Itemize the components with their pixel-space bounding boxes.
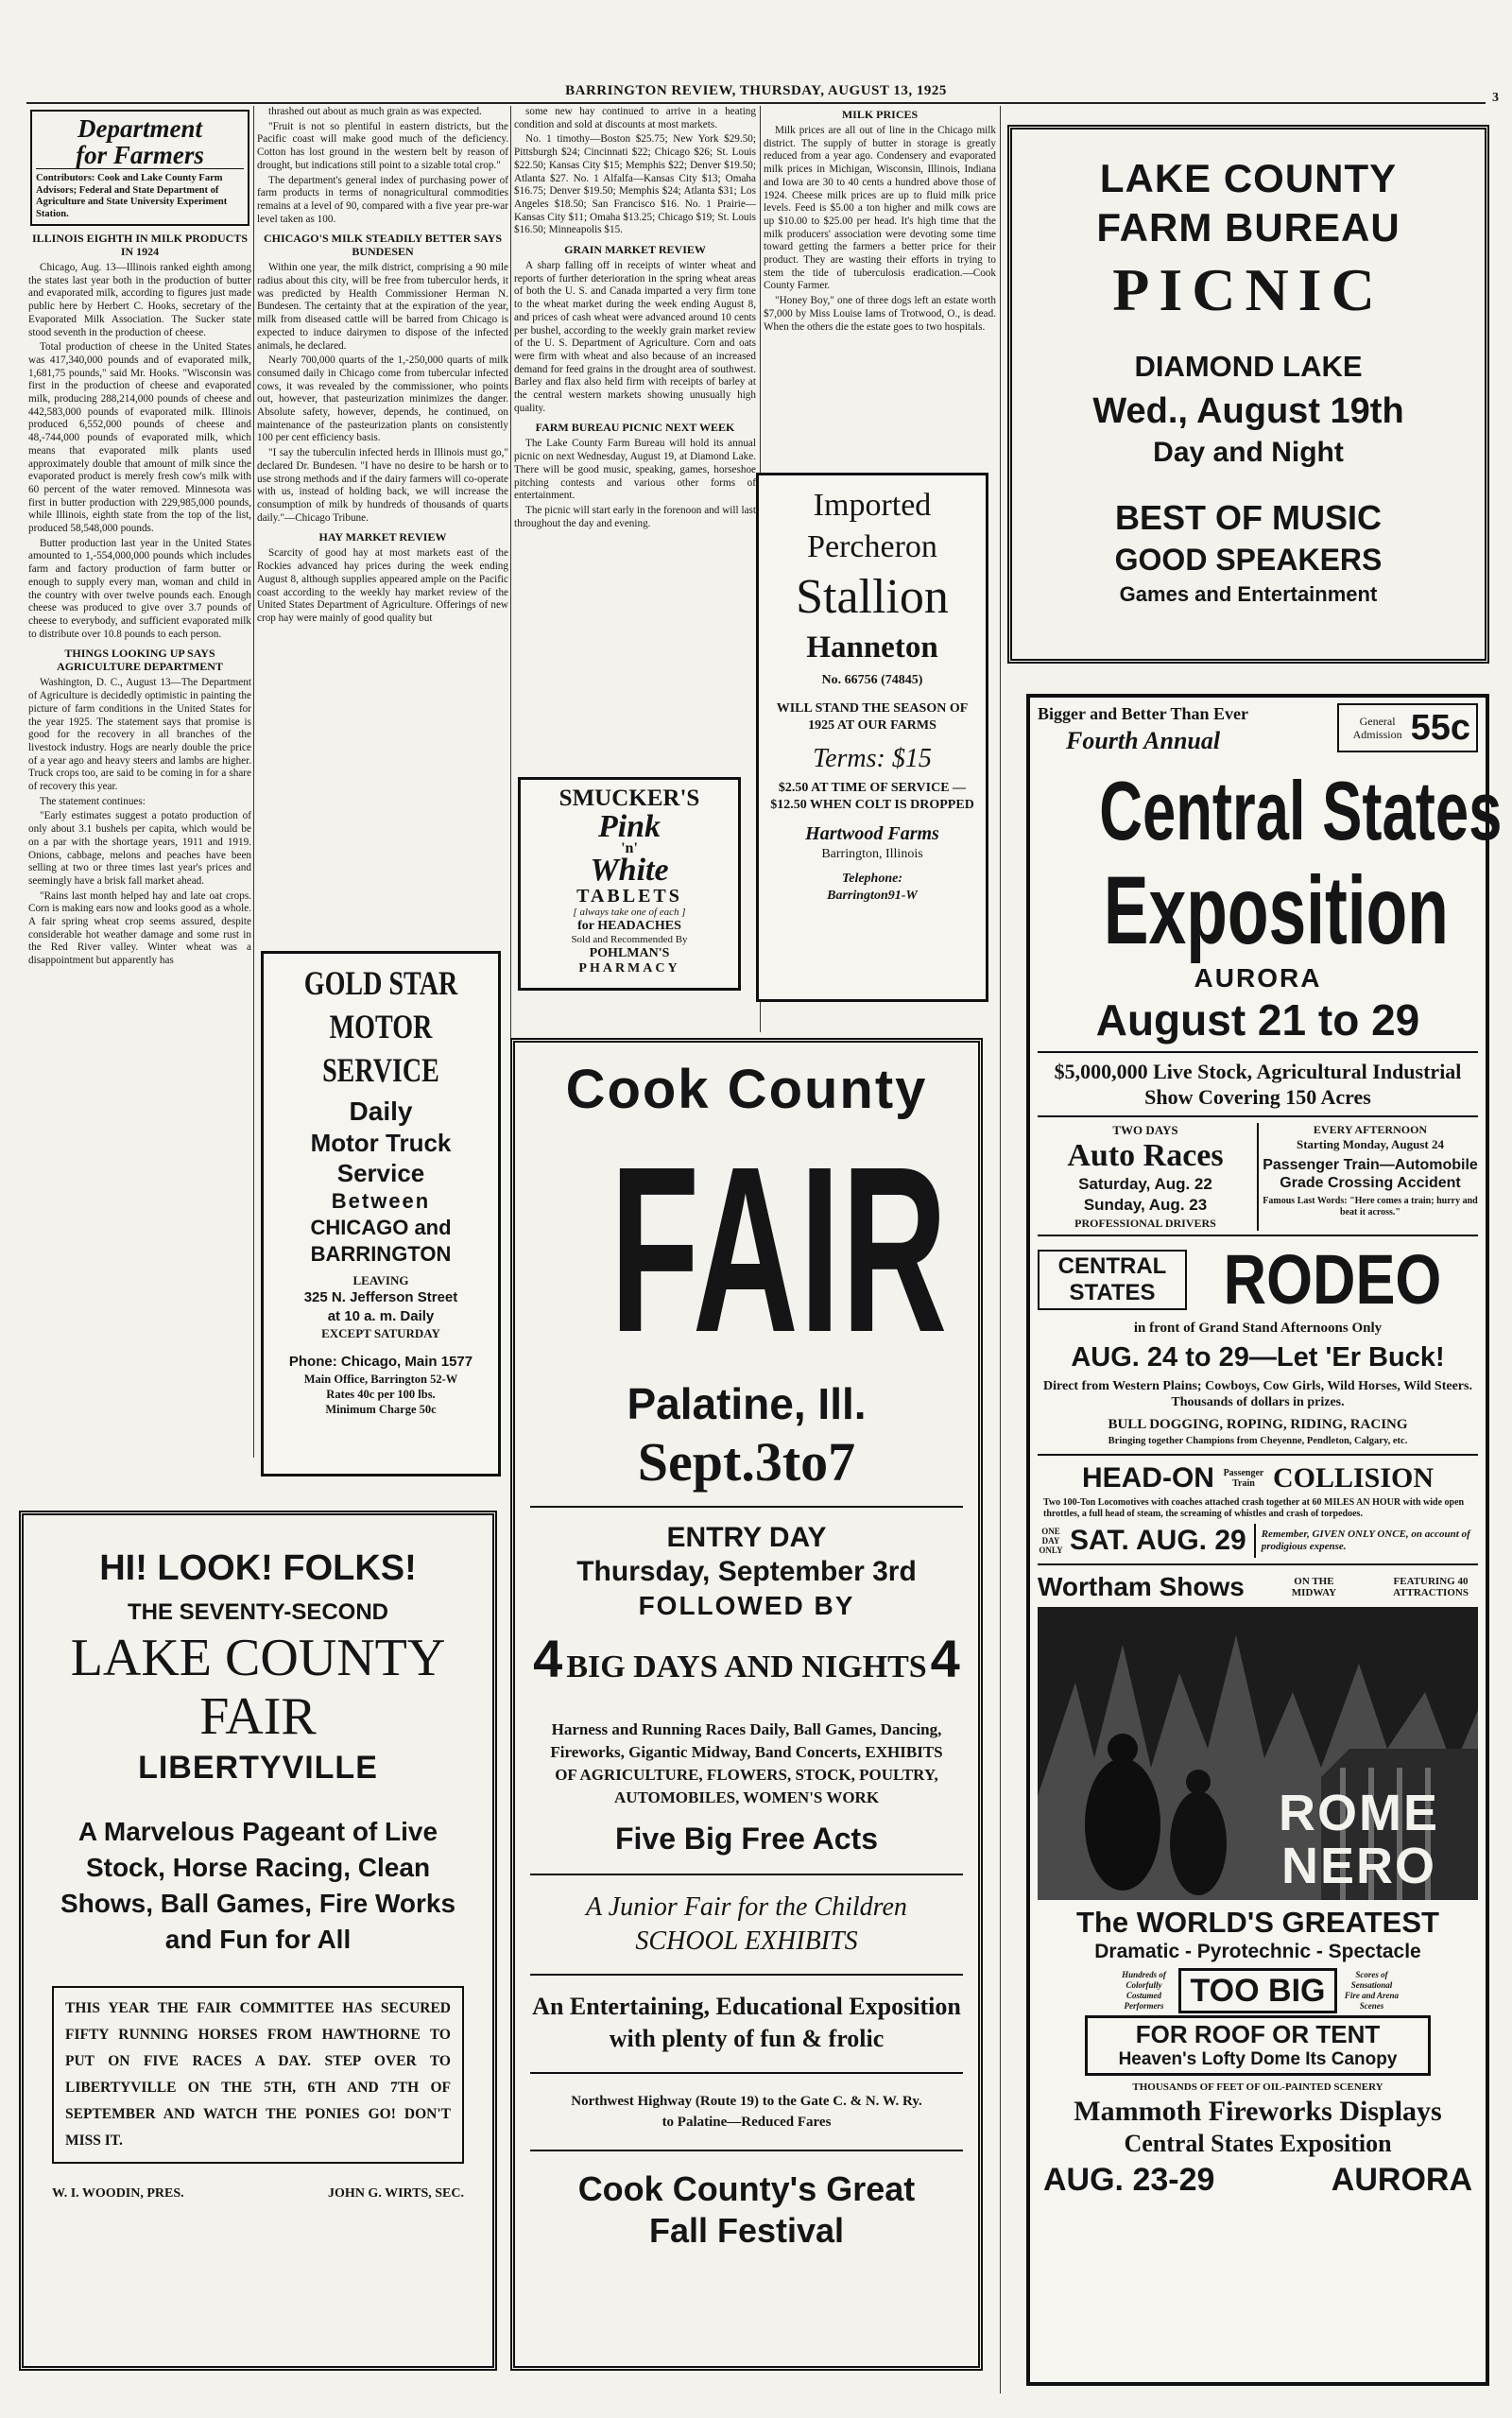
gold-star-rates: Rates 40c per 100 lbs. [326, 1388, 436, 1401]
article-paragraph: Within one year, the milk district, comprising a 90 mile radius about this city, will be free from tuberculor herds, it was predicted by Health Commissioner Herman N. Bundesen. The certainty that at the expiration of the year, milk from diseased cattle will be barred from Chicago is expected to induce dairymen to dispose of the infected animals, he declared. [257, 262, 508, 352]
gold-star-motor-truck: Motor Truck [310, 1129, 452, 1157]
article-paragraph: No. 1 timothy—Boston $25.75; New York $29.50; Pittsburgh $24; Cincinnati $22; Chicago $26; St. Louis $22.50; Kansas City $15; Memphis $22; Denver $19.50; Atlanta $27. No. 1 Alfalfa—Kansas City $13; Omaha $16.75; Denver $19.50; Memphis $24; Atlanta $31; Los Angeles $18.50; San Francisco $16. No. 1 Prairie—Kansas City $11; Omaha $13.25; Chicago $19; St. Louis $16.50; Minneapolis $15. [514, 133, 756, 236]
smuckers-white: White [590, 853, 669, 888]
article-paragraph: The department's general index of purchasing power of farm products in terms of nonagricultural commodities remains at a level of 90, compared with a five year pre-war level taken as 100. [257, 174, 508, 225]
expo-one-day: ONE DAY ONLY [1039, 1527, 1063, 1555]
expo-central-small: Central States Exposition [1124, 2130, 1392, 2157]
article-paragraph: The picnic will start early in the forenoon and will last throughout the day and evening. [514, 504, 756, 529]
percheron-percheron: Percheron [807, 529, 937, 564]
expo-midway: ON THE MIDWAY [1291, 1576, 1337, 1598]
headline-milk-prices: MILK PRICES [841, 108, 919, 121]
percheron-telephone: Telephone: [841, 872, 903, 886]
lake-county-fair-ad [19, 1511, 497, 2371]
expo-given-once: Remember, GIVEN ONLY ONCE, on account of prodigious expense. [1261, 1529, 1470, 1552]
gold-star-ad [261, 951, 501, 1477]
article-paragraph: Nearly 700,000 quarts of the 1,-250,000 quarts of milk consumed daily in Chicago come from tubercular infected cows, it was revealed by the commissioner, who points out, however, that pasteurization minimizes the danger. Absolute safety, however, depends, he continued, on maintenance of the pasteurization plants on consistently 100 per cent efficiency basis. [257, 354, 508, 444]
expo-exposition: Exposition [1103, 856, 1449, 964]
smuckers-ad [518, 777, 741, 991]
figure-head [1186, 1770, 1211, 1794]
picnic-games: Games and Entertainment [1119, 582, 1378, 606]
expo-top-row [1038, 703, 1478, 758]
article-paragraph: Washington, D. C., August 13—The Department of Agriculture is decidedly optimistic in painting the picture of farm conditions in the United States for the year 1925. The statement says that promise is good for the recovery in all branches of the livestock industry. Hogs are nearly double the price of a year ago and heavy steers and lambs are higher. Truck crops too, are said to be coming in for a share of recovery this year. [28, 677, 251, 793]
divider [530, 1974, 963, 1976]
gold-star-office: Main Office, Barrington 52-W [303, 1373, 458, 1386]
gold-star-service: SERVICE [322, 1051, 439, 1089]
smuckers-brand: SMUCKER'S [558, 786, 700, 811]
expo-bottom-row [1043, 2161, 1472, 2199]
expo-auto-races-title: Auto Races [1067, 1138, 1224, 1173]
top-rule [26, 102, 1486, 104]
headline-milk-products: ILLINOIS EIGHTH IN MILK PRODUCTS IN 1924 [31, 232, 249, 258]
cook-fair-big-days [526, 1629, 967, 1700]
expo-too-big: TOO BIG [1190, 1973, 1326, 2009]
percheron-ad [756, 473, 988, 1002]
expo-saturday: Saturday, Aug. 22 [1078, 1175, 1212, 1193]
cook-fair-big-days-text: BIG DAYS AND NIGHTS [566, 1649, 927, 1684]
cook-fair-directions: Northwest Highway (Route 19) to the Gate C. & N. W. Ry. to Palatine—Reduced Fares [571, 2094, 922, 2130]
article-paragraph: Milk prices are all out of line in the Chicago milk district. The supply of butter in storage is greatly reduced from a year ago. Condensery and evaporated milk prices in Michigan, Wisconsin, Illinois, Indiana and Iowa are 30 to 40 cents a hundred above those of 1924. Cheese milk prices are up to fluid milk price levels. Feed is $5.00 a ton higher and milk cows are up $10.00 to $25.00 per head. It's high time that the milk producers' association were devoting some time toward getting the farmers a better price for their product. They are wasting their efforts in trying to stem the tide of tuberculosis eradication.—Cook County Farmer. [764, 125, 996, 292]
gold-star-motor: MOTOR [329, 1008, 433, 1045]
picnic-title: PICNIC [1112, 256, 1384, 323]
percheron-hanneton: Hanneton [806, 630, 938, 665]
expo-every-afternoon: EVERY AFTERNOON [1313, 1123, 1428, 1136]
expo-fireworks: Mammoth Fireworks Displays [1074, 2096, 1442, 2127]
article-paragraph: Chicago, Aug. 13—Illinois ranked eighth among the states last year both in the production of butter and evaporated milk, according to figures just made public here by Herbert C. Hooks, secretary of the Evaporated Milk Association. The Sucker state stood seventh in the production of cheese. [28, 262, 251, 338]
cook-fair-four-left: 4 [533, 1629, 563, 1688]
gold-star-except: EXCEPT SATURDAY [321, 1326, 440, 1340]
percheron-stallion: Stallion [796, 570, 949, 624]
article-paragraph: The statement continues: [40, 795, 146, 807]
column-rule [1000, 106, 1001, 2393]
expo-collision: COLLISION [1272, 1462, 1435, 1494]
percheron-terms: Terms: $15 [813, 744, 932, 773]
article-paragraph: thrashed out about as much grain as was expected. [268, 106, 482, 117]
dept-contributors: Contributors: Cook and Lake County Farm Advisors; Federal and State Department of Agriculture and State University Experiment Station. [36, 173, 228, 219]
percheron-service: $2.50 AT TIME OF SERVICE — $12.50 WHEN COLT IS DROPPED [770, 781, 974, 812]
cook-fair-attractions: Harness and Running Races Daily, Ball Games, Dancing, Fireworks, Gigantic Midway, Band Concerts, EXHIBITS OF AGRICULTURE, FLOWERS, STOCK, POULTRY, AUTOMOBILES, WOMEN'S WORK [550, 1720, 943, 1806]
percheron-farm: Hartwood Farms [805, 823, 939, 844]
page-number: 3 [1492, 91, 1499, 105]
expo-passenger-train: Passenger Train [1223, 1468, 1264, 1489]
lake-fair-seventy: THE SEVENTY-SECOND [127, 1599, 389, 1625]
expo-drivers: PROFESSIONAL DRIVERS [1074, 1217, 1216, 1230]
dept-title-1: Department [77, 114, 202, 143]
expo-ad [1026, 694, 1503, 2386]
lake-fair-libertyville: LIBERTYVILLE [138, 1750, 378, 1786]
smuckers-tablets: TABLETS [576, 886, 682, 907]
cook-fair-junior: A Junior Fair for the Children [586, 1892, 907, 1922]
picnic-ad [1007, 125, 1489, 664]
article-paragraph: Scarcity of good hay at most markets east of the Rockies advanced hay prices during the week ending August 8, although supplies appeared ample on the Pacific coast according to the weekly hay market review of the United States Department of Agriculture. Offerings of new crop hay were mainly of good quality but [257, 547, 508, 624]
expo-let-er-buck: AUG. 24 to 29—Let 'Er Buck! [1071, 1342, 1445, 1373]
smuckers-headaches: for HEADACHES [577, 919, 681, 933]
lake-fair-officers [52, 2186, 464, 2202]
percheron-imported: Imported [813, 488, 932, 523]
expo-head-on: HEAD-ON [1081, 1462, 1214, 1494]
cook-fair-followed: FOLLOWED BY [638, 1591, 855, 1620]
expo-two-days: TWO DAYS [1112, 1123, 1178, 1137]
rome-nero-illustration [1038, 1607, 1478, 1900]
divider [530, 1874, 963, 1875]
smuckers-pharmacy: PHARMACY [578, 961, 680, 976]
article-paragraph: A sharp falling off in receipts of winter wheat and reports of further deterioration in the spring wheat areas of both the U. S. and Canada imparted a very firm tone to the wheat market during the week ending August 8, and prices of cash wheat were advanced around 10 cents per bushel, according to the weekly grain market review of the U. S. Department of Agriculture. Corn and oats were firm with wheat and also because of an increased demand for feed grains in the drought area of southwest. Barley and flax also held firm with receipts of barley at the central western markets showing unusually high quality. [514, 260, 756, 414]
gold-star-barrington: BARRINGTON [310, 1242, 452, 1266]
cook-fair-dates: Sept.3to7 [637, 1431, 856, 1493]
expo-scenery: THOUSANDS OF FEET OF OIL-PAINTED SCENERY [1132, 2081, 1383, 2093]
cook-fair-entry-day: ENTRY DAY [666, 1522, 827, 1553]
expo-bottom-aurora: AURORA [1331, 2162, 1472, 2198]
expo-collision-row [1038, 1461, 1478, 1495]
expo-train-accident [1259, 1123, 1478, 1231]
smuckers-pink: Pink [597, 809, 662, 844]
divider [1038, 1051, 1478, 1053]
percheron-location: Barrington, Illinois [821, 847, 923, 861]
expo-performers: Hundreds of Colorfully Costumed Performers [1122, 1970, 1166, 2011]
expo-wortham: Wortham Shows [1038, 1572, 1245, 1601]
lake-fair-secretary: JOHN G. WIRTS, SEC. [328, 2186, 464, 2201]
lake-fair-president: W. I. WOODIN, PRES. [52, 2186, 184, 2201]
gold-star-address: 325 N. Jefferson Street [303, 1289, 458, 1305]
article-paragraph: The Lake County Farm Bureau will hold its annual picnic on next Wednesday, August 19, at Diamond Lake. There will be good music, speaking, games, horseshoe pitching contests and various other forms of entertainment. [514, 438, 756, 502]
column-4-text [764, 106, 996, 465]
dept-box [30, 110, 249, 226]
cook-fair-four-right: 4 [930, 1629, 960, 1688]
expo-sunday: Sunday, Aug. 23 [1083, 1196, 1208, 1214]
divider [530, 1506, 963, 1508]
cook-fair-entertaining: An Entertaining, Educational Exposition with plenty of fun & frolic [532, 1993, 961, 2052]
cook-fair-palatine: Palatine, Ill. [627, 1379, 867, 1428]
expo-western-plains: Direct from Western Plains; Cowboys, Cow Girls, Wild Horses, Wild Steers. Thousands of dollars in prizes. [1043, 1379, 1472, 1409]
divider [530, 2150, 963, 2151]
cook-fair-great: Cook County's Great [577, 2169, 916, 2208]
picnic-lake-county: LAKE COUNTY [1099, 156, 1398, 200]
figure-silhouette [1170, 1791, 1227, 1895]
headline-grain-market: GRAIN MARKET REVIEW [564, 243, 706, 257]
expo-dramatic: Dramatic - Pyrotechnic - Spectacle [1094, 1941, 1421, 1962]
gold-star-daily: Daily [349, 1097, 413, 1126]
gold-star-service-2: Service [336, 1159, 425, 1187]
cook-fair-school: SCHOOL EXHIBITS [635, 1926, 858, 1956]
expo-wortham-row [1038, 1571, 1478, 1603]
picnic-day-night: Day and Night [1153, 437, 1344, 468]
lake-fair-hi: HI! LOOK! FOLKS! [99, 1548, 417, 1588]
lake-fair-notice [52, 1986, 464, 2164]
cook-county-fair-ad [510, 1038, 983, 2371]
dept-title-2: for Farmers [36, 142, 244, 169]
expo-champions: Bringing together Champions from Cheyenne, Pendleton, Calgary, etc. [1108, 1436, 1408, 1446]
expo-famous-words: Famous Last Words: "Here comes a train; hurry and beat it across." [1263, 1196, 1478, 1218]
expo-livestock: $5,000,000 Live Stock, Agricultural Industrial Show Covering 150 Acres [1054, 1060, 1462, 1109]
divider [1038, 1563, 1478, 1565]
expo-admission-box [1337, 703, 1478, 752]
picnic-farm-bureau: FARM BUREAU [1096, 205, 1400, 250]
expo-rome: ROME [1279, 1785, 1439, 1841]
headline-farm-bureau-picnic: FARM BUREAU PICNIC NEXT WEEK [535, 421, 735, 435]
cook-fair-free-acts: Five Big Free Acts [614, 1822, 878, 1856]
expo-bull-dogging: BULL DOGGING, ROPING, RIDING, RACING [1108, 1417, 1408, 1432]
expo-aurora: AURORA [1194, 963, 1322, 993]
gold-star-chicago: CHICAGO and [310, 1216, 452, 1239]
article-paragraph: "Honey Boy," one of three dogs left an estate worth $7,000 by Miss Louise Iams of Trotwood, O., is dead. When the others die the estate goes to two hospitals. [764, 295, 996, 333]
gold-star-time: at 10 a. m. Daily [327, 1308, 435, 1324]
divider [530, 2072, 963, 2074]
cook-fair-county: Cook County [565, 1059, 928, 1120]
headline-chicago-milk: CHICAGO'S MILK STEADILY BETTER SAYS BUNDESEN [263, 232, 503, 259]
article-paragraph: "I say the tuberculin infected herds in Illinois must go," declared Dr. Bundesen. "I have no desire to be harsh or to use strong methods and if the dairy farmers will co-operate with us, instead of holding back, we will increase the consumption of milk by hundreds of thousands of quarts daily."—Chicago Tribune. [257, 447, 508, 524]
rome-nero-title-box [1246, 1787, 1472, 1892]
article-paragraph: "Early estimates suggest a potato production of only about 3.1 bushels per capita, which would be on a par with the shortage years, 1911 and 1919. Onions, cabbage, melons and peaches have been selling at two or three times last year's prices and seemingly have a brisk fall market ahead. [28, 810, 251, 887]
expo-bigger: Bigger and Better Than Ever [1038, 704, 1249, 723]
smuckers-n: 'n' [621, 840, 638, 856]
expo-too-big-box [1178, 1968, 1338, 2013]
headline-things-looking-up: THINGS LOOKING UP SAYS AGRICULTURE DEPARTMENT [57, 647, 223, 674]
expo-canopy: Heaven's Lofty Dome Its Canopy [1118, 2049, 1398, 2069]
picnic-diamond-lake: DIAMOND LAKE [1134, 350, 1363, 383]
expo-sat-row [1038, 1524, 1478, 1558]
expo-central-states: Central States [1099, 764, 1503, 857]
headline-hay-market: HAY MARKET REVIEW [318, 530, 447, 544]
expo-rodeo-row [1038, 1242, 1478, 1318]
masthead: BARRINGTON REVIEW, THURSDAY, AUGUST 13, 1925 [565, 83, 947, 98]
lake-fair-pageant: A Marvelous Pageant of Live Stock, Horse Racing, Clean Shows, Ball Games, Fire Works and Fun for All [60, 1817, 456, 1954]
expo-general-admission: General Admission [1352, 715, 1402, 741]
expo-rodeo: RODEO [1223, 1240, 1442, 1319]
cook-fair-fair: FAIR [610, 1117, 949, 1381]
lake-fair-lake-county: LAKE COUNTY [70, 1629, 446, 1687]
article-paragraph: "Fruit is not so plentiful in eastern districts, but the Pacific coast will make good much of the deficiency. Cotton has lost ground in the western belt by reason of drought, but indications still point to a sizable total crop." [257, 120, 508, 171]
percheron-number: No. 66756 (74845) [821, 673, 923, 687]
divider [1038, 1115, 1478, 1117]
expo-scores: Scores of Sensational Fire and Arena Scenes [1344, 1970, 1400, 2011]
expo-auto-races [1038, 1123, 1259, 1231]
smuckers-sold: Sold and Recommended By [571, 934, 688, 945]
expo-sat-aug: SAT. AUG. 29 [1070, 1524, 1256, 1558]
article-paragraph: Total production of cheese in the United States was 417,340,000 pounds and of evaporated milk, 1,681,75 pounds," said Mr. Hooks. "Wisconsin was first in the production of cheese and evaporated milk, producing 288,214,000 pounds of cheese and 442,583,000 pounds of evaporated milk. Illinois produced 6,552,000 pounds of cheese and 48,-744,000 pounds of evaporated milk, which means that evaporated milk plants used approximately double that amount of milk since the evaporated product is merely fresh cow's milk with 60 percent of the water removed. Minnesota was first in butter production with 229,985,000 pounds, while Illinois, eighth state from the top of the list, produced 58,548,000 pounds. [28, 341, 251, 535]
picnic-music: BEST OF MUSIC [1114, 498, 1382, 537]
expo-grade-crossing: Passenger Train—Automobile Grade Crossing Accident [1263, 1157, 1478, 1191]
picnic-speakers: GOOD SPEAKERS [1114, 543, 1383, 577]
column-3-text [514, 106, 756, 777]
lake-fair-fair: FAIR [199, 1687, 317, 1746]
column-2-text [257, 106, 508, 955]
expo-fourth: Fourth Annual [1066, 727, 1221, 754]
percheron-season: WILL STAND THE SEASON OF 1925 AT OUR FARMS [776, 701, 969, 733]
expo-bottom-dates: AUG. 23-29 [1043, 2162, 1215, 2198]
expo-races-row [1038, 1123, 1478, 1236]
figure-silhouette [1085, 1758, 1160, 1891]
figure-head [1108, 1734, 1138, 1764]
expo-nero: NERO [1280, 1838, 1436, 1894]
divider [1038, 1454, 1478, 1456]
article-paragraph: "Rains last month helped hay and late oat crops. Corn is making ears now and looks good as a whole. A fair spring wheat crop seems assured, despite considerable hot weather damage and some rust in the Red River valley. Winter wheat was a disappointment but apparently has [28, 889, 251, 967]
smuckers-note: [ always take one of each ] [573, 907, 686, 918]
expo-central-states-small: CENTRAL STATES [1038, 1250, 1187, 1310]
cook-fair-festival: Fall Festival [648, 2211, 845, 2250]
expo-too-big-row [1038, 1968, 1478, 2013]
gold-star-leaving: LEAVING [352, 1273, 409, 1287]
expo-starting: Starting Monday, August 24 [1296, 1137, 1445, 1151]
expo-featuring: FEATURING 40 ATTRACTIONS [1393, 1576, 1469, 1598]
expo-dates: August 21 to 29 [1095, 995, 1420, 1045]
cook-fair-thursday: Thursday, September 3rd [576, 1556, 917, 1587]
gold-star-phone: Phone: Chicago, Main 1577 [288, 1354, 473, 1370]
article-paragraph: some new hay continued to arrive in a heating condition and sold at discounts at most markets. [514, 106, 756, 130]
expo-locomotives: Two 100-Ton Locomotives with coaches attached crash together at 60 MILES AN HOUR with wide open throttles, a full head of steam, the screaming of whistles and crash of torpedoes. [1043, 1497, 1465, 1519]
column-rule [253, 106, 254, 1458]
percheron-phone-number: Barrington91-W [827, 889, 918, 903]
expo-roof-tent: FOR ROOF OR TENT [1135, 2020, 1381, 2048]
expo-worlds-greatest: The WORLD'S GREATEST [1076, 1906, 1439, 1939]
expo-roof-box [1085, 2015, 1431, 2076]
smuckers-pohlmans: POHLMAN'S [589, 946, 670, 960]
lake-fair-notice-text: THIS YEAR THE FAIR COMMITTEE HAS SECURED FIFTY RUNNING HORSES FROM HAWTHORNE TO PUT ON FIVE RACES A DAY. STEP OVER TO LIBERTYVILLE ON THE 5TH, 6TH AND 7TH OF SEPTEMBER AND WATCH THE PONIES GO! DON'T MISS IT. [65, 2000, 451, 2149]
expo-price: 55c [1410, 708, 1470, 748]
gold-star-between: Between [331, 1189, 431, 1213]
expo-grandstand: in front of Grand Stand Afternoons Only [1133, 1321, 1383, 1336]
gold-star-minimum: Minimum Charge 50c [325, 1403, 437, 1416]
picnic-date: Wed., August 19th [1092, 391, 1404, 431]
gold-star-title: GOLD STAR [303, 964, 458, 1002]
column-1 [28, 108, 251, 1507]
article-paragraph: Butter production last year in the United States amounted to 1,-554,000,000 pounds which includes farm and factory production of farm butter or enough to supply every man, woman and child in the country with over twelve pounds each. Enough cheese was produced to give over 3.7 pounds of cheese to everybody, and sufficient evaporated milk to distribute over 10.8 pounds to each person. [28, 537, 251, 640]
